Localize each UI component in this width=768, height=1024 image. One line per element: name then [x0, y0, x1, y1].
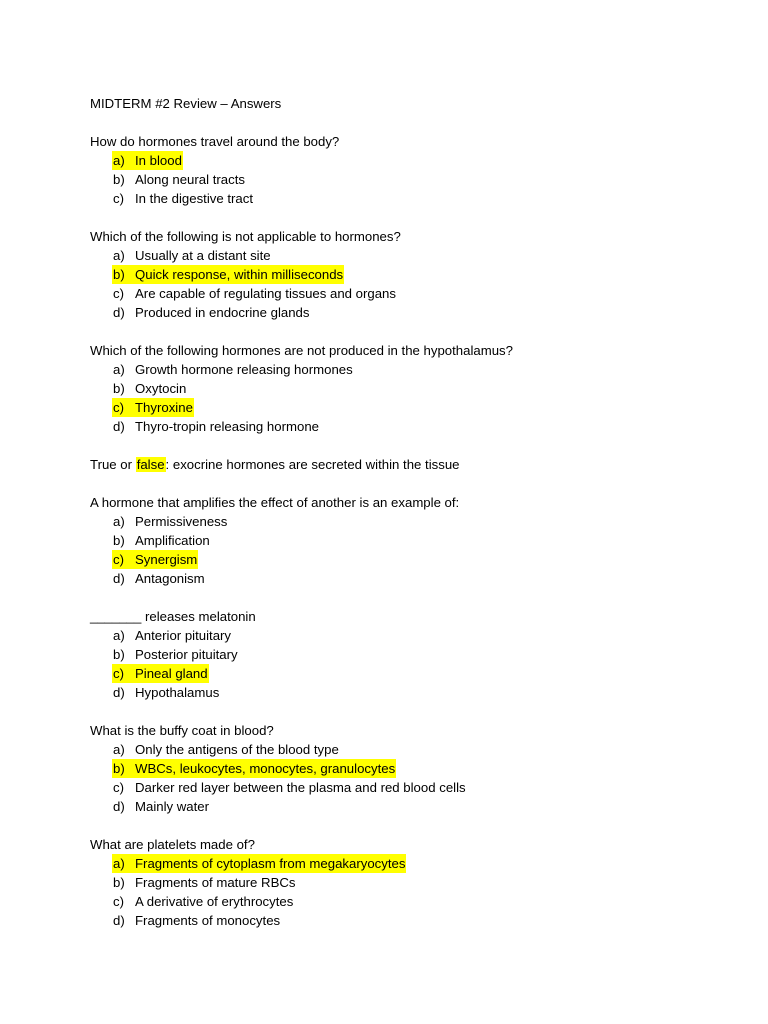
answer-option: [90, 379, 730, 398]
answer-option: [90, 683, 730, 702]
option-letter: d): [113, 799, 125, 814]
question-text: A hormone that amplifies the effect of another is an example of:: [90, 495, 460, 510]
question-8: [90, 835, 730, 930]
option-text: Usually at a distant site: [135, 248, 271, 263]
option-letter: b): [113, 761, 125, 776]
answer-highlight: [112, 778, 467, 797]
question-text: _______ releases melatonin: [90, 609, 256, 624]
answer-highlight: [112, 797, 210, 816]
option-letter: b): [113, 533, 125, 548]
answer-highlight: [112, 303, 311, 322]
answer-highlight: [112, 550, 198, 569]
answer-highlight: [112, 398, 194, 417]
option-text: Hypothalamus: [135, 685, 220, 700]
answer-highlight: [112, 189, 254, 208]
question-2: [90, 227, 730, 322]
option-text: Synergism: [135, 552, 198, 567]
answer-highlight: [112, 265, 344, 284]
option-text: Anterior pituitary: [135, 628, 232, 643]
question-3: [90, 341, 730, 436]
question-5: [90, 493, 730, 588]
option-letter: d): [113, 419, 125, 434]
answer-option: [90, 759, 730, 778]
answer-highlight: [112, 911, 281, 930]
option-letter: c): [113, 400, 124, 415]
option-text: Fragments of mature RBCs: [135, 875, 296, 890]
option-text: Along neural tracts: [135, 172, 245, 187]
option-letter: a): [113, 248, 125, 263]
option-text: Produced in endocrine glands: [135, 305, 310, 320]
answer-options: [90, 854, 730, 930]
answer-highlight-word: false: [136, 457, 165, 472]
question-text: What are platelets made of?: [90, 837, 255, 852]
question-text: [90, 455, 730, 474]
answer-option: [90, 740, 730, 759]
option-text: In the digestive tract: [135, 191, 254, 206]
question-1: [90, 132, 730, 208]
answer-option: [90, 626, 730, 645]
option-letter: c): [113, 780, 124, 795]
option-letter: a): [113, 153, 125, 168]
answer-option: [90, 569, 730, 588]
option-text: Mainly water: [135, 799, 210, 814]
answer-option: [90, 303, 730, 322]
document-title: MIDTERM #2 Review – Answers: [90, 96, 282, 111]
option-text: Growth hormone releasing hormones: [135, 362, 353, 377]
answer-highlight: [112, 873, 297, 892]
option-letter: d): [113, 305, 125, 320]
question-7: [90, 721, 730, 816]
answer-options: [90, 626, 730, 702]
answer-option: [90, 531, 730, 550]
option-letter: b): [113, 647, 125, 662]
option-text: In blood: [135, 153, 182, 168]
answer-highlight: [112, 740, 340, 759]
answer-highlight: [112, 569, 206, 588]
question-text: Which of the following hormones are not produced in the hypothalamus?: [90, 343, 513, 358]
option-letter: c): [113, 286, 124, 301]
question-text: Which of the following is not applicable to hormones?: [90, 229, 401, 244]
option-text: Darker red layer between the plasma and red blood cells: [135, 780, 466, 795]
option-text: Thyro-tropin releasing hormone: [135, 419, 319, 434]
option-letter: b): [113, 172, 125, 187]
answer-option: [90, 778, 730, 797]
option-text: Pineal gland: [135, 666, 208, 681]
answer-highlight: [112, 512, 228, 531]
option-text: WBCs, leukocytes, monocytes, granulocytes: [135, 761, 396, 776]
answer-highlight: [112, 170, 246, 189]
option-letter: a): [113, 628, 125, 643]
option-letter: a): [113, 514, 125, 529]
answer-options: [90, 151, 730, 208]
answer-highlight: [112, 246, 272, 265]
answer-option: [90, 398, 730, 417]
option-text: Only the antigens of the blood type: [135, 742, 339, 757]
option-text: Thyroxine: [135, 400, 193, 415]
option-text: Posterior pituitary: [135, 647, 238, 662]
answer-highlight: [112, 417, 320, 436]
question-text-after: : exocrine hormones are secreted within the tissue: [165, 457, 460, 472]
option-letter: b): [113, 267, 125, 282]
answer-highlight: [112, 284, 397, 303]
answer-option: [90, 360, 730, 379]
question-4: [90, 455, 730, 474]
answer-option: [90, 645, 730, 664]
option-text: Antagonism: [135, 571, 205, 586]
answer-option: [90, 265, 730, 284]
answer-options: [90, 246, 730, 322]
option-letter: c): [113, 666, 124, 681]
option-letter: c): [113, 552, 124, 567]
option-letter: b): [113, 875, 125, 890]
option-letter: b): [113, 381, 125, 396]
answer-option: [90, 512, 730, 531]
answer-option: [90, 151, 730, 170]
option-text: Quick response, within milliseconds: [135, 267, 344, 282]
answer-option: [90, 550, 730, 569]
answer-highlight: [112, 892, 294, 911]
answer-options: [90, 360, 730, 436]
answer-options: [90, 740, 730, 816]
answer-option: [90, 664, 730, 683]
option-letter: c): [113, 894, 124, 909]
option-text: Permissiveness: [135, 514, 228, 529]
option-letter: d): [113, 913, 125, 928]
question-6: [90, 607, 730, 702]
option-letter: d): [113, 685, 125, 700]
option-letter: d): [113, 571, 125, 586]
answer-options: [90, 512, 730, 588]
option-letter: c): [113, 191, 124, 206]
option-text: Are capable of regulating tissues and organs: [135, 286, 396, 301]
answer-option: [90, 892, 730, 911]
answer-highlight: [112, 683, 220, 702]
answer-option: [90, 797, 730, 816]
answer-highlight: [112, 360, 354, 379]
answer-highlight: [112, 151, 183, 170]
answer-option: [90, 417, 730, 436]
answer-highlight: [112, 531, 211, 550]
answer-highlight: [112, 664, 209, 683]
answer-option: [90, 284, 730, 303]
question-text-before: True or: [90, 457, 136, 472]
answer-option: [90, 854, 730, 873]
option-letter: a): [113, 362, 125, 377]
option-letter: a): [113, 856, 125, 871]
answer-highlight: [112, 645, 239, 664]
answer-highlight: [112, 379, 187, 398]
option-text: Fragments of monocytes: [135, 913, 281, 928]
option-text: Amplification: [135, 533, 210, 548]
document-page: [90, 94, 730, 949]
answer-option: [90, 873, 730, 892]
option-letter: a): [113, 742, 125, 757]
question-text: How do hormones travel around the body?: [90, 134, 340, 149]
answer-option: [90, 189, 730, 208]
answer-option: [90, 246, 730, 265]
answer-option: [90, 170, 730, 189]
answer-highlight: [112, 626, 232, 645]
question-text: What is the buffy coat in blood?: [90, 723, 274, 738]
answer-option: [90, 911, 730, 930]
answer-highlight: [112, 759, 396, 778]
option-text: Fragments of cytoplasm from megakaryocytes: [135, 856, 406, 871]
option-text: Oxytocin: [135, 381, 187, 396]
answer-highlight: [112, 854, 406, 873]
option-text: A derivative of erythrocytes: [135, 894, 294, 909]
